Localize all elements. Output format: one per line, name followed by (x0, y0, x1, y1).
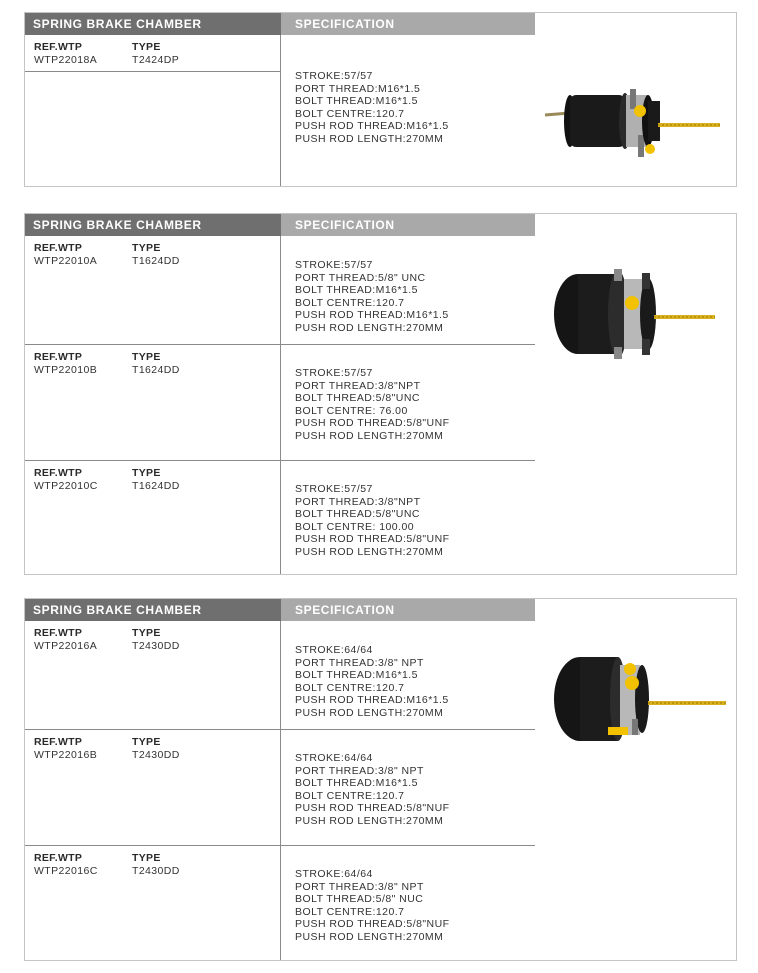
spec-line: PUSH ROD THREAD:M16*1.5 (295, 120, 449, 133)
ref-label: REF.WTP (34, 351, 83, 363)
product-section-3 (24, 598, 737, 961)
spec-line: BOLT CENTRE:120.7 (295, 681, 405, 694)
ref-value: WTP22016A (34, 640, 98, 652)
section-header-title: SPRING BRAKE CHAMBER (25, 13, 281, 35)
product-row (25, 846, 535, 960)
spec-line: BOLT THREAD:M16*1.5 (295, 95, 418, 108)
section-header-specification: SPECIFICATION (281, 599, 535, 621)
spec-line: BOLT THREAD:5/8"UNC (295, 392, 420, 405)
product-row (25, 35, 535, 187)
spec-line: PUSH ROD THREAD:5/8"UNF (295, 533, 450, 546)
spec-line: PUSH ROD THREAD:M16*1.5 (295, 694, 449, 707)
type-label: TYPE (132, 351, 161, 363)
spec-line: PORT THREAD:3/8" NPT (295, 764, 424, 777)
ref-label: REF.WTP (34, 627, 83, 639)
spring-brake-chamber-image (550, 649, 730, 749)
type-value: T1624DD (132, 255, 180, 267)
type-label: TYPE (132, 41, 161, 53)
spec-line: BOLT CENTRE:120.7 (295, 107, 405, 120)
spec-line: STROKE:57/57 (295, 70, 373, 82)
section-header-title: SPRING BRAKE CHAMBER (25, 214, 281, 236)
spec-line: PUSH ROD THREAD:5/8"UNF (295, 417, 450, 430)
spec-line: PUSH ROD LENGTH:270MM (295, 545, 444, 558)
divider (25, 71, 280, 72)
type-label: TYPE (132, 242, 161, 254)
section-header-specification: SPECIFICATION (281, 214, 535, 236)
spring-brake-chamber-image (540, 81, 725, 171)
spec-list (295, 367, 450, 443)
spec-list (295, 483, 450, 559)
ref-label: REF.WTP (34, 467, 83, 479)
spec-list (295, 644, 449, 720)
product-row (25, 461, 535, 575)
spec-line: STROKE:64/64 (295, 868, 373, 880)
spec-list (295, 259, 449, 335)
product-row (25, 621, 535, 729)
spec-line: PUSH ROD LENGTH:270MM (295, 930, 444, 943)
spec-line: PORT THREAD:3/8" NPT (295, 656, 424, 669)
ref-label: REF.WTP (34, 242, 83, 254)
spec-line: STROKE:57/57 (295, 259, 373, 271)
spec-line: PORT THREAD:3/8"NPT (295, 379, 421, 392)
spec-line: PUSH ROD LENGTH:270MM (295, 814, 444, 827)
spec-line: BOLT THREAD:5/8" NUC (295, 893, 424, 906)
spec-line: PORT THREAD:3/8"NPT (295, 495, 421, 508)
spec-list (295, 70, 449, 146)
spec-line: STROKE:57/57 (295, 483, 373, 495)
ref-label: REF.WTP (34, 736, 83, 748)
product-row (25, 730, 535, 844)
type-label: TYPE (132, 736, 161, 748)
ref-value: WTP22010A (34, 255, 98, 267)
spec-line: PUSH ROD THREAD:M16*1.5 (295, 309, 449, 322)
product-row (25, 345, 535, 459)
section-header-title: SPRING BRAKE CHAMBER (25, 599, 281, 621)
product-section-1 (24, 12, 737, 187)
ref-value: WTP22010C (34, 480, 98, 492)
section-header-specification: SPECIFICATION (281, 13, 535, 35)
type-value: T2424DP (132, 54, 180, 66)
ref-value: WTP22016C (34, 865, 98, 877)
type-value: T2430DD (132, 749, 180, 761)
spec-line: STROKE:57/57 (295, 367, 373, 379)
type-value: T1624DD (132, 364, 180, 376)
product-row (25, 236, 535, 344)
product-section-2 (24, 213, 737, 575)
spec-line: PORT THREAD:M16*1.5 (295, 82, 421, 95)
spec-line: BOLT THREAD:5/8"UNC (295, 508, 420, 521)
spec-line: PUSH ROD LENGTH:270MM (295, 132, 444, 145)
spec-line: PUSH ROD THREAD:5/8"NUF (295, 802, 450, 815)
spec-line: PUSH ROD LENGTH:270MM (295, 429, 444, 442)
type-label: TYPE (132, 627, 161, 639)
spec-line: PORT THREAD:3/8" NPT (295, 880, 424, 893)
spec-line: STROKE:64/64 (295, 752, 373, 764)
type-value: T2430DD (132, 640, 180, 652)
spec-line: PUSH ROD THREAD:5/8"NUF (295, 918, 450, 931)
spec-line: BOLT CENTRE: 100.00 (295, 520, 415, 533)
spec-line: BOLT CENTRE:120.7 (295, 296, 405, 309)
spec-line: BOLT CENTRE: 76.00 (295, 404, 408, 417)
ref-value: WTP22010B (34, 364, 98, 376)
spec-line: BOLT THREAD:M16*1.5 (295, 777, 418, 790)
type-label: TYPE (132, 467, 161, 479)
spec-line: PORT THREAD:5/8" UNC (295, 271, 426, 284)
spec-line: BOLT CENTRE:120.7 (295, 789, 405, 802)
spec-list (295, 752, 450, 828)
spec-line: BOLT CENTRE:120.7 (295, 905, 405, 918)
spec-line: STROKE:64/64 (295, 644, 373, 656)
ref-label: REF.WTP (34, 41, 83, 53)
ref-label: REF.WTP (34, 852, 83, 864)
spec-list (295, 868, 450, 944)
type-label: TYPE (132, 852, 161, 864)
type-value: T2430DD (132, 865, 180, 877)
ref-value: WTP22016B (34, 749, 98, 761)
type-value: T1624DD (132, 480, 180, 492)
spec-line: BOLT THREAD:M16*1.5 (295, 669, 418, 682)
spec-line: BOLT THREAD:M16*1.5 (295, 284, 418, 297)
spec-line: PUSH ROD LENGTH:270MM (295, 321, 444, 334)
spec-line: PUSH ROD LENGTH:270MM (295, 706, 444, 719)
ref-value: WTP22018A (34, 54, 98, 66)
spring-brake-chamber-image (550, 259, 720, 369)
